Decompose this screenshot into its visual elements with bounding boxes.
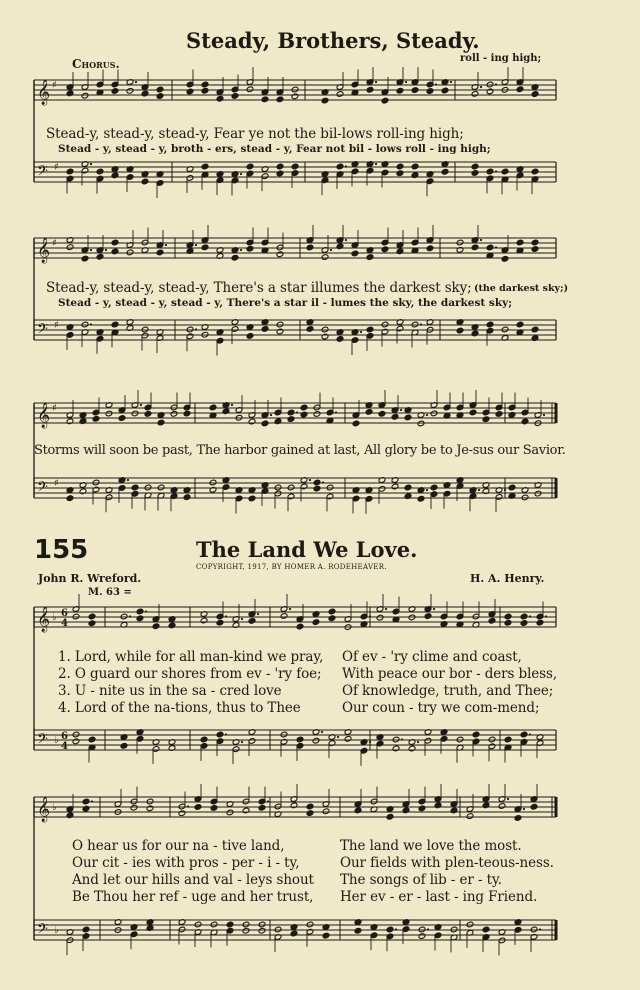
verse-line-left: And let our hills and val - leys shout [72,872,314,888]
verse-line-right: The songs of lib - er - ty. [340,872,502,888]
svg-text:4: 4 [61,741,68,752]
verse-line-left: 3. U - nite us in the sa - cred love [58,683,282,699]
verse-line-left: Be Thou her ref - uge and her trust, [72,889,314,905]
verse-line-right: With peace our bor - ders bless, [342,666,558,682]
author: John R. Wreford. [38,572,142,585]
verse-line-right: Our coun - try we com-mend; [342,700,540,716]
hymn-number: 155 [34,535,89,565]
svg-text:𝄢: 𝄢 [37,163,48,183]
chorus-label: Chorus. [72,57,120,71]
hymn-title: Steady, Brothers, Steady. [186,28,480,53]
svg-text:♭: ♭ [52,802,57,813]
svg-text:♯: ♯ [52,80,57,91]
verse-line-right: The land we love the most. [340,838,522,854]
svg-text:𝄞: 𝄞 [37,403,51,428]
lyric-aside: (the darkest sky;) [474,283,569,294]
svg-text:♯: ♯ [54,320,59,331]
svg-text:4: 4 [61,618,68,629]
svg-text:♭: ♭ [52,612,57,623]
lyric-line: Stead-y, stead-y, stead-y, There's a star illumes the darkest sky; [46,280,472,296]
svg-text:𝄢: 𝄢 [37,731,48,751]
svg-text:♭: ♭ [54,925,59,936]
svg-text:𝄢: 𝄢 [37,921,48,941]
hymn-title: The Land We Love. [196,537,418,562]
svg-text:♯: ♯ [54,162,59,173]
verse-line-left: 2. O guard our shores from ev - 'ry foe; [58,666,322,682]
svg-text:𝄢: 𝄢 [37,321,48,341]
verse-line-right: Her ev - er - last - ing Friend. [340,889,538,905]
composer: H. A. Henry. [470,572,545,585]
verse-line-left: Our cit - ies with pros - per - i - ty, [72,855,300,871]
svg-text:♯: ♯ [52,403,57,414]
svg-text:𝄞: 𝄞 [37,607,51,632]
svg-text:6: 6 [61,731,68,742]
lyric-line: Stead - y, stead - y, broth - ers, stead - y, Fear not bil - lows roll - ing high; [58,143,491,155]
lyric-line: Stead-y, stead-y, stead-y, Fear ye not the bil-lows roll-ing high; [46,126,464,142]
svg-text:♯: ♯ [54,478,59,489]
verse-line-right: Our fields with plen-teous-ness. [340,855,554,871]
lyric-line: Storms will soon be past, The harbor gained at last, All glory be to Je-sus our Savior. [34,443,566,458]
copyright: COPYRIGHT, 1917, BY HOMER A. RODEHEAVER. [196,563,387,571]
svg-text:𝄞: 𝄞 [37,797,51,822]
tempo-marking: M. 63 = [88,587,132,598]
verse-line-left: O hear us for our na - tive land, [72,838,285,854]
svg-text:𝄞: 𝄞 [37,238,51,263]
verse-line-left: 1. Lord, while for all man-kind we pray, [58,649,324,665]
verse-line-right: Of knowledge, truth, and Thee; [342,683,554,699]
verse-line-left: 4. Lord of the na-tions, thus to Thee [58,700,301,716]
verse-line-right: Of ev - 'ry clime and coast, [342,649,522,665]
lyric-line: Stead - y, stead - y, stead - y, There's a star il - lumes the sky, the darkest sky; [58,297,513,309]
svg-text:𝄢: 𝄢 [37,479,48,499]
svg-text:♭: ♭ [54,735,59,746]
top-right-cue: roll - ing high; [460,53,542,64]
svg-text:𝄞: 𝄞 [37,80,51,105]
svg-text:6: 6 [61,608,68,619]
svg-text:♯: ♯ [52,238,57,249]
